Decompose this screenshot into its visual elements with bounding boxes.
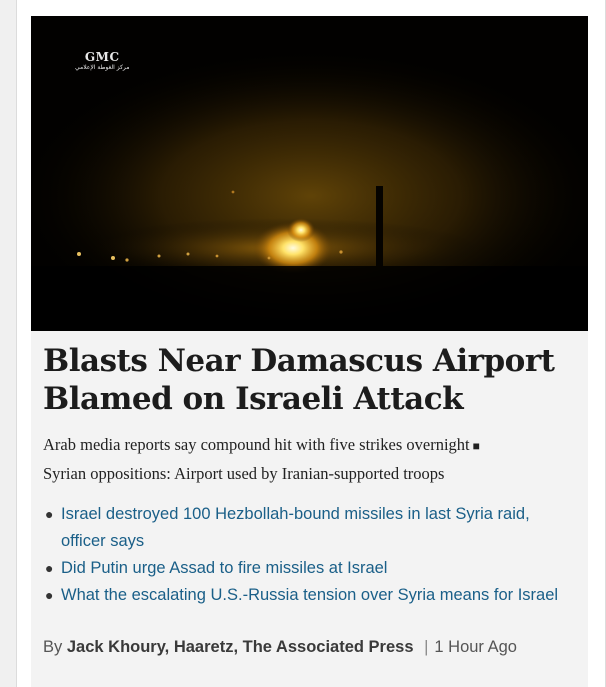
page (16, 0, 606, 687)
watermark-logo: GMC (84, 50, 120, 64)
byline-authors[interactable]: Jack Khoury, Haaretz, The Associated Press (66, 638, 414, 656)
watermark-subtitle: مركز الغوطة الإعلامي (75, 64, 130, 71)
article-card[interactable] (31, 16, 588, 687)
bullet-icon: ● (45, 506, 54, 522)
byline-timestamp: 1 Hour Ago (434, 638, 517, 656)
related-link[interactable]: Did Putin urge Assad to fire missiles at Israel (61, 559, 388, 577)
article-photo[interactable] (31, 16, 588, 331)
related-link[interactable]: Israel destroyed 100 Hezbollah-bound missiles in last Syria raid, officer says (61, 505, 530, 550)
related-link[interactable]: What the escalating U.S.-Russia tension over Syria means for Israel (61, 586, 559, 604)
article-headline[interactable]: Blasts Near Damascus Airport Blamed on Israeli Attack (43, 343, 555, 417)
byline-prefix: By (43, 638, 63, 656)
article-summary (43, 431, 583, 487)
related-links-list (43, 501, 578, 609)
related-link-item (43, 555, 578, 582)
related-link-item (43, 501, 578, 555)
summary-line-2: Syrian oppositions: Airport used by Iranian-supported troops (43, 464, 445, 483)
bullet-icon: ● (45, 587, 54, 603)
photo-watermark (75, 50, 129, 71)
summary-line-1: Arab media reports say compound hit with five strikes overnight (43, 435, 470, 454)
byline-separator: | (424, 638, 429, 656)
related-link-item (43, 582, 578, 609)
bullet-icon: ● (45, 560, 54, 576)
summary-separator-icon: ■ (472, 439, 480, 453)
article-byline (43, 634, 583, 661)
